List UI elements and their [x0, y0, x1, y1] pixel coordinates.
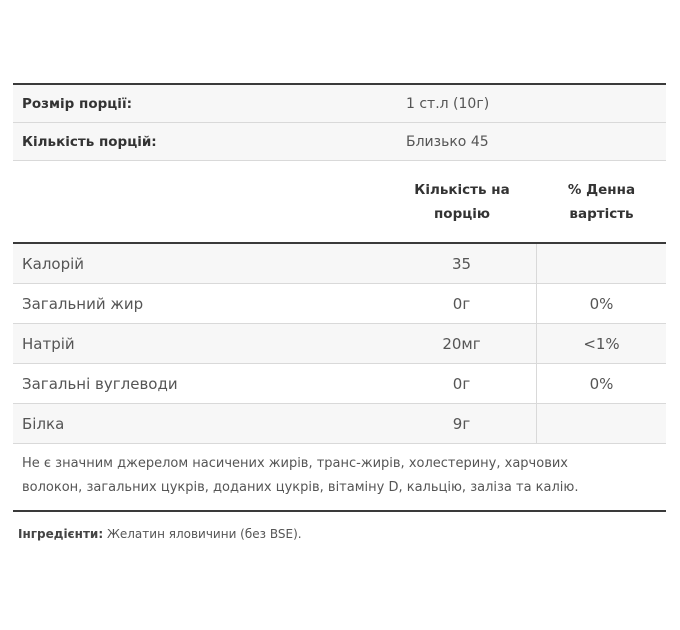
nutrient-amount: 0г [387, 284, 537, 323]
amount-header-line2: порцію [433, 205, 491, 222]
footnote-line1: Не є значним джерелом насичених жирів, транс-жирів, холестерину, харчових [22, 456, 568, 471]
ingredients-text: Желатин яловичини (без BSE). [106, 527, 302, 541]
amount-header-line1: Кількість на [414, 181, 510, 198]
ingredients-label: Інгредієнти: [18, 527, 104, 541]
dv-header-line2: вартість [569, 205, 634, 222]
dv-header-line1: % Денна [567, 181, 636, 198]
serving-size-value: 1 ст.л (10г) [406, 95, 490, 112]
nutrient-row [13, 364, 666, 404]
nutrient-row [13, 404, 666, 444]
footnote-line2: волокон, загальних цукрів, доданих цукрів, вітаміну D, кальцію, заліза та калію. [22, 480, 579, 495]
nutrient-row [13, 284, 666, 324]
nutrient-name: Загальний жир [22, 294, 144, 313]
serving-size-row [13, 85, 666, 123]
table-header-row [13, 161, 666, 244]
serving-size-label: Розмір порції: [22, 95, 132, 112]
nutrient-name: Білка [22, 414, 65, 433]
nutrient-amount: 0г [387, 364, 537, 403]
nutrient-row [13, 244, 666, 284]
nutrient-amount: 9г [387, 404, 537, 443]
nutrient-name: Калорій [22, 254, 85, 273]
nutrient-dv: 0% [589, 294, 614, 313]
nutrient-amount: 20мг [387, 324, 537, 363]
nutrient-name: Натрій [22, 334, 75, 353]
nutrient-row [13, 324, 666, 364]
nutrient-dv: <1% [583, 334, 620, 353]
servings-count-row [13, 123, 666, 161]
daily-value-header [537, 178, 666, 226]
ingredients-line [18, 527, 302, 541]
servings-count-value: Близько 45 [406, 133, 489, 150]
nutrition-footnote [13, 444, 666, 512]
nutrition-facts-table [13, 83, 666, 512]
nutrient-amount: 35 [387, 244, 537, 283]
nutrient-name: Загальні вуглеводи [22, 374, 178, 393]
servings-count-label: Кількість порцій: [22, 133, 157, 150]
nutrient-dv: 0% [589, 374, 614, 393]
amount-per-serving-header [387, 178, 537, 226]
